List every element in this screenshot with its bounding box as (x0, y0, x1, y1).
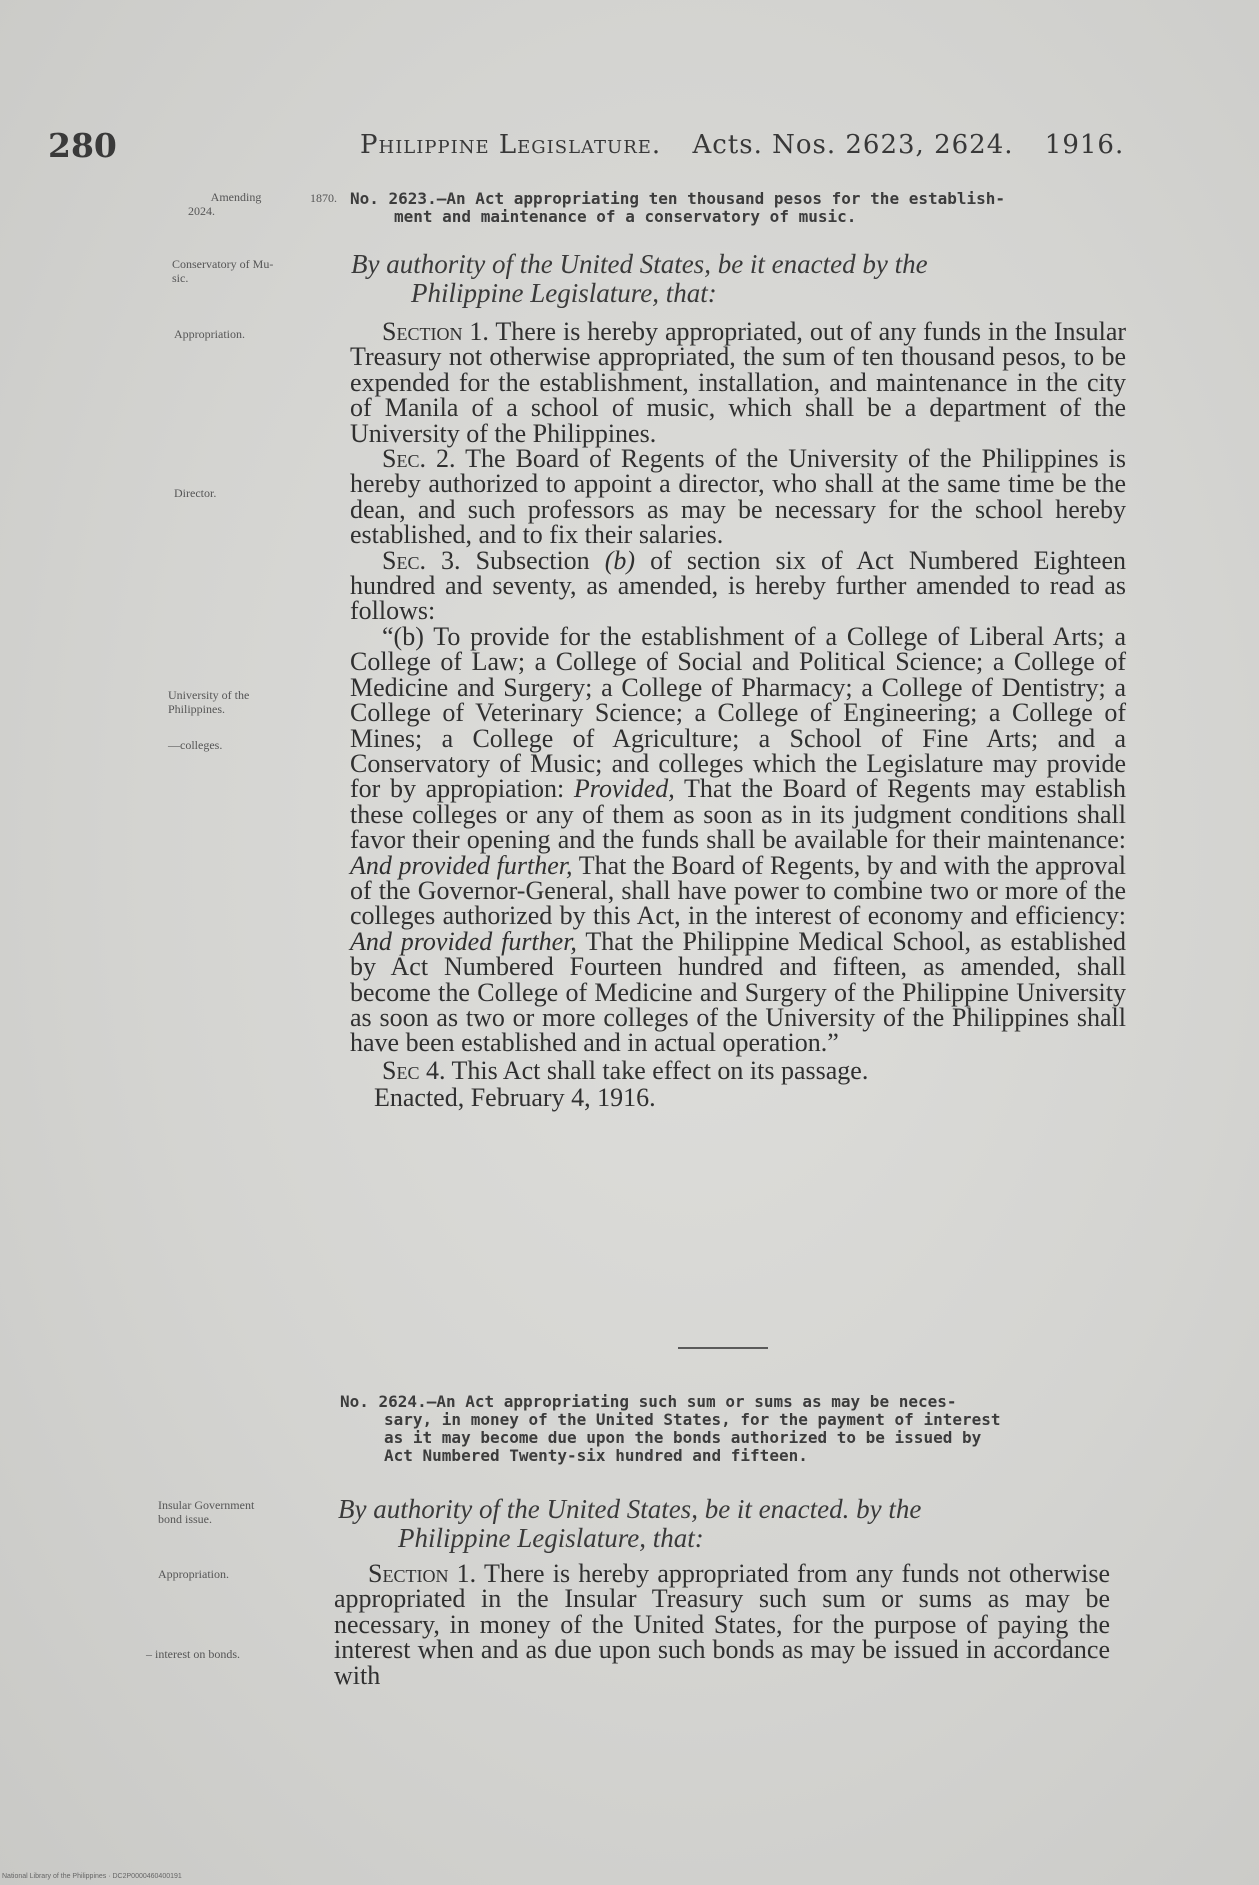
section-divider (678, 1347, 768, 1349)
act-2623-body (350, 319, 1126, 1111)
sidenote-university: University of the Philippines. (168, 688, 250, 716)
running-head-year: 1916. (1044, 130, 1125, 160)
act-2624-title: No. 2624.—An Act appropriating such sum or sums as may be neces- sary, in money of the United States, for the payment of interest as it may become due upon the bonds authorized to be issued by Act Numbered Twenty-six hundred and fifteen. (340, 1392, 1001, 1465)
section-1: Section 1. There is hereby appropriated, out of any funds in the Insular Treasury not otherwise appropriated, the sum of ten thousand pesos, to be expended for the establishment, installation, and maintenance in the city of Manila of a school of music, which shall be a department of the University of the Philippines. (350, 317, 1127, 448)
page-number: 280 (48, 126, 117, 165)
running-head-title: Philippine Legislature. (360, 130, 662, 160)
sidenote-colleges: —colleges. (168, 738, 223, 752)
section-3-quoted: “(b) To provide for the establishment of a College of Liberal Arts; a College of Law; a College of Social and Political Science; a College of Medicine and Surgery; a College of Pharmacy; a College of Dentistry; a College of Veterinary Science; a College of Engineering; a College of Mines; a College of Agriculture; a School of Fine Arts; and a Conservatory of Music; and colleges which the Legislature may provide for by appropiation: Provided, That the Board of Regents may establish these colleges or any of them as soon as in its judgment conditions shall favor their opening and the funds shall be available for their maintenance: And provided further, That the Board of Regents, by and with the approval of the Governor-General, shall have power to combine two or more of the colleges authorized by this Act, in the interest of economy and efficiency: And provided further, That the Philippine Medical School, as established by Act Numbered Fourteen hundred and fifteen, as amended, shall become the College of Medicine and Surgery of the Philippine University as soon as two or more colleges of the University of the Philippines shall have been established and in actual operation.” (350, 621, 1127, 1058)
sidenote-bond-issue: Insular Government bond issue. (158, 1498, 255, 1526)
act-2624-body (334, 1561, 1110, 1688)
section-3: Sec. 3. Subsection (b) of section six of Act Numbered Eighteen hundred and seventy, as amended, is hereby further amended to read as follows: (350, 545, 1127, 626)
sidenote-amending: Amending 2024. (188, 190, 262, 218)
sidenote-interest-on-bonds: – interest on bonds. (146, 1647, 240, 1661)
act-2623-title: No. 2623.—An Act appropriating ten thousand pesos for the establish- ment and maintenance of a conservatory of music. (350, 189, 1006, 226)
running-head (360, 130, 1125, 160)
enacted-date: Enacted, February 4, 1916. (374, 1083, 656, 1113)
sidenote-appropriation-2624: Appropriation. (158, 1567, 229, 1581)
sidenote-1870: 1870. (310, 191, 337, 205)
enacting-clause-2624: By authority of the United States, be it enacted. by the Philippine Legislature, that: (338, 1494, 922, 1553)
running-head-acts: Acts. Nos. 2623, 2624. (692, 130, 1014, 160)
sidenote-appropriation: Appropriation. (174, 327, 245, 341)
enacting-clause-2623: By authority of the United States, be it enacted by the Philippine Legislature, that: (351, 249, 928, 308)
section-2: Sec. 2. The Board of Regents of the University of the Philippines is hereby authorized to appoint a director, who shall at the same time be the dean, and such professors as may be necessary for the school hereby established, and to fix their salaries. (350, 444, 1126, 550)
scan-credit: National Library of the Philippines · DC2P0000460400191 (2, 1873, 182, 1880)
sidenote-director: Director. (174, 486, 217, 500)
act-2624-section-1: Section 1. There is hereby appropriated from any funds not otherwise appropriated in the Insular Treasury such sum or sums as may be necessary, in money of the United States, for the purpose of paying the interest when and as due upon such bonds as may be issued in accordance with (334, 1559, 1111, 1690)
sidenote-conservatory: Conservatory of Mu- sic. (172, 257, 274, 285)
section-4: Sec 4. This Act shall take effect on its passage. (382, 1055, 869, 1085)
